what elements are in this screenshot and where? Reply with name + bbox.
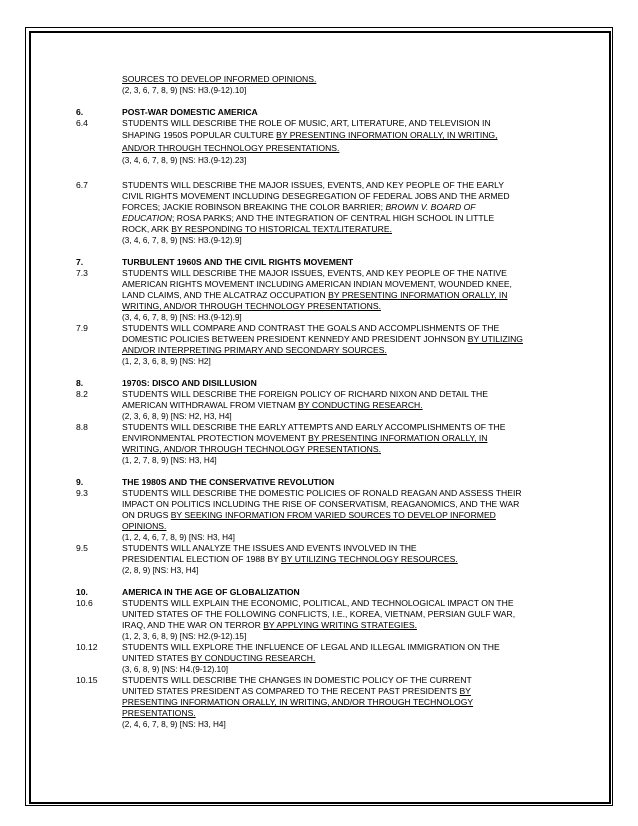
standard-item — [76, 598, 576, 642]
standard-number: 8.2 — [76, 389, 88, 399]
standard-cite: (3, 6, 8, 9) [NS: H4.(9-12).10] — [122, 665, 229, 674]
plain-text: ROCK, ARK — [122, 224, 172, 234]
standard-number: 10.12 — [76, 642, 98, 652]
intro-cite: (2, 3, 6, 7, 8, 9) [NS: H3.(9-12).10] — [122, 86, 247, 95]
text-line — [122, 279, 576, 290]
section-title: AMERICA IN THE AGE OF GLOBALIZATION — [122, 587, 300, 597]
standard-number: 10.6 — [76, 598, 93, 608]
standard-text — [122, 118, 576, 166]
text-line — [122, 488, 576, 499]
standard-text — [122, 488, 576, 543]
standard-text — [122, 675, 576, 730]
standard-number: 6.7 — [76, 180, 88, 190]
activity-text: BY CONDUCTING RESEARCH. — [298, 400, 423, 410]
standard-number: 8.8 — [76, 422, 88, 432]
plain-text: ENVIRONMENTAL PROTECTION MOVEMENT — [122, 433, 309, 443]
standard-item — [76, 422, 576, 466]
text-line — [122, 290, 576, 301]
standard-text — [122, 642, 576, 675]
text-line — [122, 191, 576, 202]
standard-cite: (3, 4, 6, 7, 8, 9) [NS: H3.(9-12).9] — [122, 313, 242, 322]
activity-text: BY PRESENTING INFORMATION ORALLY, IN — [308, 433, 488, 443]
standard-cite: (2, 3, 6, 8, 9) [NS: H2, H3, H4] — [122, 412, 232, 421]
text-line — [122, 142, 576, 155]
plain-text: PRESIDENTIAL ELECTION OF 1988 BY — [122, 554, 282, 564]
text-line — [122, 675, 576, 686]
text-line — [122, 400, 576, 411]
section-title: TURBULENT 1960S AND THE CIVIL RIGHTS MOVEMENT — [122, 257, 354, 267]
standard-item — [76, 543, 576, 576]
text-line — [122, 301, 576, 312]
text-line — [122, 697, 576, 708]
plain-text: UNITED STATES OF THE FOLLOWING CONFLICTS, I.E., KOREA, VIETNAM, PERSIAN GULF WAR, — [122, 609, 516, 619]
text-line — [122, 268, 576, 279]
text-line — [122, 444, 576, 455]
activity-text: BY UTILIZING — [467, 334, 523, 344]
activity-text: BY RESPONDING TO HISTORICAL TEXT/LITERATURE. — [171, 224, 392, 234]
plain-text: STUDENTS WILL EXPLAIN THE ECONOMIC, POLITICAL, AND TECHNOLOGICAL IMPACT ON THE — [122, 598, 514, 608]
activity-text: AND/OR INTERPRETING PRIMARY AND SECONDARY SOURCES. — [122, 345, 387, 355]
text-line — [122, 653, 576, 664]
activity-text: PRESENTING INFORMATION ORALLY, IN WRITING, AND/OR THROUGH TECHNOLOGY — [122, 697, 474, 707]
activity-text: WRITING, AND/OR THROUGH TECHNOLOGY PRESENTATIONS. — [122, 301, 381, 311]
plain-text: IRAQ, AND THE WAR ON TERROR — [122, 620, 264, 630]
standard-item — [76, 118, 576, 166]
section-heading — [76, 107, 576, 118]
activity-text: BY SEEKING INFORMATION FROM VARIED SOURCES TO DEVELOP INFORMED — [170, 510, 496, 520]
activity-text: BY PRESENTING INFORMATION ORALLY, IN — [328, 290, 508, 300]
standard-number: 7.9 — [76, 323, 88, 333]
standard-cite: (2, 8, 9) [NS: H3, H4] — [122, 566, 199, 575]
standard-item — [76, 268, 576, 323]
standard-text — [122, 598, 576, 642]
text-line — [122, 598, 576, 609]
section-number: 8. — [76, 378, 84, 388]
standard-cite: (3, 4, 6, 7, 8, 9) [NS: H3.(9-12).23] — [122, 156, 247, 165]
activity-text: BY APPLYING WRITING STRATEGIES. — [263, 620, 417, 630]
standard-text — [122, 180, 576, 246]
case-name: EDUCATION — [122, 213, 172, 223]
intro-block — [76, 74, 576, 96]
activity-text: AND/OR THROUGH TECHNOLOGY PRESENTATIONS. — [122, 143, 340, 153]
standard-cite: (2, 4, 6, 7, 8, 9) [NS: H3, H4] — [122, 720, 226, 729]
plain-text: STUDENTS WILL EXPLORE THE INFLUENCE OF LEGAL AND ILLEGAL IMMIGRATION ON THE — [122, 642, 500, 652]
standard-cite: (1, 2, 3, 6, 8, 9) [NS: H2.(9-12).15] — [122, 632, 247, 641]
section-number: 9. — [76, 477, 84, 487]
standard-text — [122, 543, 576, 576]
plain-text: STUDENTS WILL DESCRIBE THE MAJOR ISSUES, EVENTS, AND KEY PEOPLE OF THE EARLY — [122, 180, 505, 190]
section-heading — [76, 587, 576, 598]
text-line — [122, 323, 576, 334]
section-heading — [76, 477, 576, 488]
plain-text: CIVIL RIGHTS MOVEMENT INCLUDING DESEGREGATION OF FEDERAL JOBS AND THE ARMED — [122, 191, 510, 201]
text-line — [122, 129, 576, 142]
section-title: 1970S: DISCO AND DISILLUSION — [122, 378, 257, 388]
standard-cite: (1, 2, 4, 6, 7, 8, 9) [NS: H3, H4] — [122, 533, 235, 542]
text-line — [122, 118, 576, 129]
plain-text: STUDENTS WILL DESCRIBE THE CHANGES IN DOMESTIC POLICY OF THE CURRENT — [122, 675, 472, 685]
activity-text: BY UTILIZING TECHNOLOGY RESOURCES. — [281, 554, 458, 564]
section-title: THE 1980S AND THE CONSERVATIVE REVOLUTION — [122, 477, 335, 487]
text-line — [122, 389, 576, 400]
text-line — [122, 521, 576, 532]
plain-text: STUDENTS WILL DESCRIBE THE MAJOR ISSUES, EVENTS, AND KEY PEOPLE OF THE NATIVE — [122, 268, 507, 278]
text-line — [122, 609, 576, 620]
standard-text — [122, 389, 576, 422]
standard-cite: (3, 4, 6, 7, 8, 9) [NS: H3.(9-12).9] — [122, 236, 242, 245]
standard-number: 6.4 — [76, 118, 88, 128]
plain-text: SHAPING 1950S POPULAR CULTURE — [122, 130, 277, 140]
plain-text: AMERICAN WITHDRAWAL FROM VIETNAM — [122, 400, 299, 410]
text-line — [122, 543, 576, 554]
section-number: 6. — [76, 107, 84, 117]
text-line — [122, 642, 576, 653]
activity-text: PRESENTATIONS. — [122, 708, 196, 718]
activity-text: BY PRESENTING INFORMATION ORALLY, IN WRITING, — [276, 130, 498, 140]
standard-item — [76, 323, 576, 367]
standard-item — [76, 389, 576, 422]
section-number: 10. — [76, 587, 88, 597]
plain-text: ON DRUGS — [122, 510, 171, 520]
activity-text: BY — [459, 686, 471, 696]
text-line — [122, 433, 576, 444]
standard-item — [76, 642, 576, 675]
plain-text: STUDENTS WILL DESCRIBE THE FOREIGN POLICY OF RICHARD NIXON AND DETAIL THE — [122, 389, 488, 399]
plain-text: STUDENTS WILL DESCRIBE THE DOMESTIC POLICIES OF RONALD REAGAN AND ASSESS THEIR — [122, 488, 522, 498]
plain-text: UNITED STATES PRESIDENT AS COMPARED TO THE RECENT PAST PRESIDENTS — [122, 686, 460, 696]
standard-item — [76, 488, 576, 543]
plain-text: STUDENTS WILL COMPARE AND CONTRAST THE GOALS AND ACCOMPLISHMENTS OF THE — [122, 323, 500, 333]
intro-text: SOURCES TO DEVELOP INFORMED OPINIONS. — [122, 74, 317, 84]
standard-text — [122, 323, 576, 367]
text-line — [122, 180, 576, 191]
plain-text: FORCES; JACKIE ROBINSON BREAKING THE COLOR BARRIER; — [122, 202, 386, 212]
plain-text: LAND CLAIMS, AND THE ALCATRAZ OCCUPATION — [122, 290, 329, 300]
case-name: BROWN V. BOARD OF — [385, 202, 476, 212]
plain-text: STUDENTS WILL ANALYZE THE ISSUES AND EVENTS INVOLVED IN THE — [122, 543, 417, 553]
standard-number: 10.15 — [76, 675, 98, 685]
section-title: POST-WAR DOMESTIC AMERICA — [122, 107, 258, 117]
section-heading — [76, 378, 576, 389]
plain-text: ; ROSA PARKS; AND THE INTEGRATION OF CENTRAL HIGH SCHOOL IN LITTLE — [171, 213, 495, 223]
text-line — [122, 499, 576, 510]
text-line — [122, 422, 576, 433]
plain-text: STUDENTS WILL DESCRIBE THE ROLE OF MUSIC, ART, LITERATURE, AND TELEVISION IN — [122, 118, 491, 128]
standard-item — [76, 180, 576, 246]
text-line — [122, 224, 576, 235]
standard-cite: (1, 2, 7, 8, 9) [NS: H3, H4] — [122, 456, 217, 465]
activity-text: OPINIONS. — [122, 521, 167, 531]
text-line — [122, 345, 576, 356]
plain-text: AMERICAN RIGHTS MOVEMENT INCLUDING AMERICAN INDIAN MOVEMENT, WOUNDED KNEE, — [122, 279, 512, 289]
plain-text: STUDENTS WILL DESCRIBE THE EARLY ATTEMPTS AND EARLY ACCOMPLISHMENTS OF THE — [122, 422, 506, 432]
text-line — [122, 620, 576, 631]
plain-text: UNITED STATES — [122, 653, 191, 663]
text-line — [122, 686, 576, 697]
standard-number: 9.3 — [76, 488, 88, 498]
plain-text: IMPACT ON POLITICS INCLUDING THE RISE OF CONSERVATISM, REAGANOMICS, AND THE WAR — [122, 499, 520, 509]
item-gap — [76, 166, 576, 180]
standard-cite: (1, 2, 3, 6, 8, 9) [NS: H2] — [122, 357, 211, 366]
standard-text — [122, 422, 576, 466]
text-line — [122, 334, 576, 345]
standard-number: 7.3 — [76, 268, 88, 278]
activity-text: BY CONDUCTING RESEARCH. — [190, 653, 316, 663]
activity-text: WRITING, AND/OR THROUGH TECHNOLOGY PRESENTATIONS. — [122, 444, 381, 454]
text-line — [122, 202, 576, 213]
document-body — [76, 74, 576, 730]
section-heading — [76, 257, 576, 268]
sections — [76, 96, 576, 730]
text-line — [122, 708, 576, 719]
text-line — [122, 510, 576, 521]
plain-text: DOMESTIC POLICIES BETWEEN PRESIDENT KENNEDY AND PRESIDENT JOHNSON — [122, 334, 468, 344]
standard-item — [76, 675, 576, 730]
standard-text — [122, 268, 576, 323]
text-line — [122, 213, 576, 224]
section-number: 7. — [76, 257, 84, 267]
text-line — [122, 554, 576, 565]
standard-number: 9.5 — [76, 543, 88, 553]
